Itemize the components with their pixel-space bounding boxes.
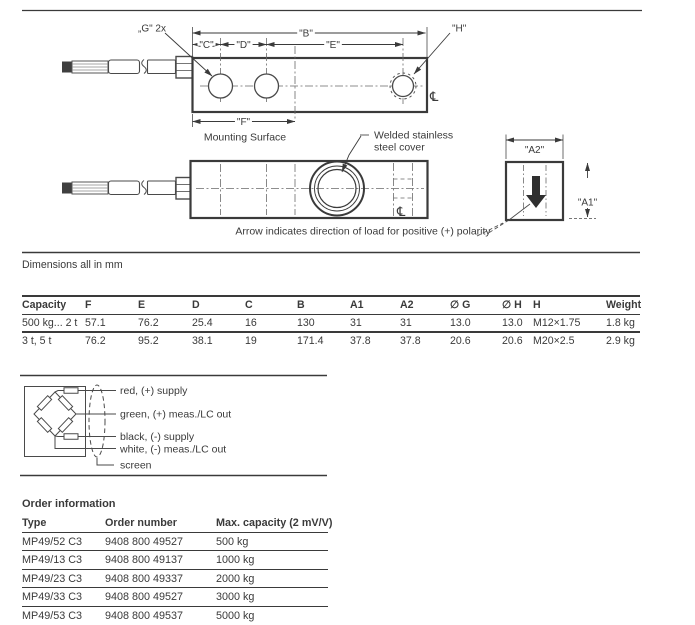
table-row — [22, 570, 328, 589]
dim-label-d: "D" — [236, 40, 251, 51]
table-cell: 13.0 — [502, 316, 523, 329]
table-cell: MP49/33 C3 — [22, 591, 83, 603]
order-info-title: Order information — [22, 498, 116, 510]
table-cell: 25.4 — [192, 316, 213, 329]
dimensions-table — [22, 295, 640, 350]
wire-label-white: white, (-) meas./LC out — [120, 443, 227, 456]
screen-lead — [97, 458, 114, 465]
table-cell: MP49/13 C3 — [22, 554, 83, 566]
table-cell: 76.2 — [138, 316, 159, 329]
cable-side — [62, 178, 191, 200]
dim-label-e: "E" — [326, 40, 340, 51]
table-cell: 2.9 kg — [606, 335, 635, 347]
table-cell: 9408 800 49527 — [105, 535, 184, 548]
table-cell: 130 — [297, 316, 315, 329]
loadcell-body-side — [191, 161, 428, 218]
table-row — [22, 333, 640, 350]
table-cell: M12×1.75 — [533, 316, 581, 329]
strain-gauges — [37, 396, 72, 433]
table-cell: 9408 800 49537 — [105, 609, 184, 622]
table-cell: 95.2 — [138, 335, 159, 347]
mounting-hole-2 — [255, 74, 279, 98]
column-header: B — [297, 299, 305, 311]
table-cell: 31 — [350, 316, 362, 329]
table-cell: 500 kg — [216, 535, 249, 548]
table-row — [22, 551, 328, 570]
end-view-drawing — [487, 135, 598, 235]
column-header: Weight — [606, 299, 642, 311]
table-cell: 171.4 — [297, 335, 324, 347]
table-cell: 20.6 — [450, 335, 471, 347]
table-cell: 76.2 — [85, 335, 106, 347]
dim-label-a2: "A2" — [524, 145, 545, 156]
dimensions-note: Dimensions all in mm — [22, 259, 123, 271]
column-header: A1 — [350, 299, 364, 311]
column-header: F — [85, 299, 92, 311]
order-table-header-row — [22, 515, 333, 533]
table-cell: 57.1 — [85, 316, 106, 329]
table-cell: MP49/23 C3 — [22, 572, 83, 585]
table-cell: MP49/53 C3 — [22, 609, 83, 622]
column-header: E — [138, 299, 146, 311]
order-info-table — [22, 515, 333, 625]
table-cell: 19 — [245, 335, 257, 347]
cable-top — [62, 57, 193, 79]
table-row — [22, 607, 328, 625]
column-header: A2 — [400, 299, 414, 311]
wire-label-screen: screen — [120, 459, 152, 472]
dim-label-h: "H" — [452, 23, 467, 35]
column-header: Order number — [105, 517, 177, 529]
wire-label-black: black, (-) supply — [120, 431, 195, 443]
table-row — [22, 533, 328, 552]
threaded-hole — [393, 76, 414, 97]
cover-label-line1: Welded stainless — [374, 129, 454, 142]
table-cell: 16 — [245, 316, 257, 329]
table-cell: 20.6 — [502, 335, 523, 347]
side-view-drawing — [62, 130, 503, 238]
dim-label-g2x: „G" 2x — [138, 23, 166, 35]
centerline-symbol-top: ℄ — [430, 89, 439, 104]
load-direction-note: Arrow indicates direction of load for positive (+) polarity — [235, 225, 491, 238]
centerline-symbol-side: ℄ — [397, 204, 406, 219]
column-header: D — [192, 299, 200, 311]
cover-label-line2: steel cover — [374, 141, 425, 154]
dim-label-f: "F" — [236, 117, 251, 128]
table-cell: 1000 kg — [216, 554, 255, 566]
mounting-hole-1 — [209, 74, 233, 98]
table-cell: 1.8 kg — [606, 316, 635, 329]
table-cell: 31 — [400, 316, 412, 329]
table-cell: 5000 kg — [216, 609, 255, 622]
table-cell: 9408 800 49337 — [105, 572, 184, 585]
table-cell: 500 kg... 2 t — [22, 316, 78, 329]
wire-label-green: green, (+) meas./LC out — [120, 408, 232, 421]
table-row — [22, 588, 328, 607]
column-header: C — [245, 299, 253, 311]
cable-screen — [89, 385, 105, 457]
table-cell: 3 t, 5 t — [22, 335, 52, 347]
column-header: ∅ G — [450, 299, 471, 311]
table-cell: 2000 kg — [216, 572, 255, 585]
table-cell: MP49/52 C3 — [22, 535, 83, 548]
column-header: H — [533, 299, 541, 311]
table-cell: 37.8 — [350, 335, 371, 347]
table-cell: 13.0 — [450, 316, 471, 329]
wire-label-red: red, (+) supply — [120, 385, 188, 397]
column-header: Type — [22, 517, 47, 529]
table-row — [22, 315, 640, 334]
dim-label-a1: "A1" — [577, 197, 598, 209]
column-header: Capacity — [22, 299, 67, 311]
table-cell: 38.1 — [192, 335, 213, 347]
table-cell: 3000 kg — [216, 591, 255, 603]
dim-label-c: "C" — [199, 40, 214, 51]
table-cell: 37.8 — [400, 335, 421, 347]
top-view-drawing — [62, 24, 467, 144]
table-cell: 9408 800 49527 — [105, 591, 184, 603]
table-cell: M20×2.5 — [533, 335, 575, 347]
dimensions-table-header-row — [22, 295, 640, 315]
column-header: ∅ H — [502, 299, 522, 311]
wiring-diagram — [25, 385, 232, 472]
column-header: Max. capacity (2 mV/V) — [216, 517, 333, 529]
dim-label-b: "B" — [299, 28, 313, 40]
table-cell: 9408 800 49137 — [105, 554, 184, 566]
mounting-surface-label: Mounting Surface — [203, 131, 287, 144]
